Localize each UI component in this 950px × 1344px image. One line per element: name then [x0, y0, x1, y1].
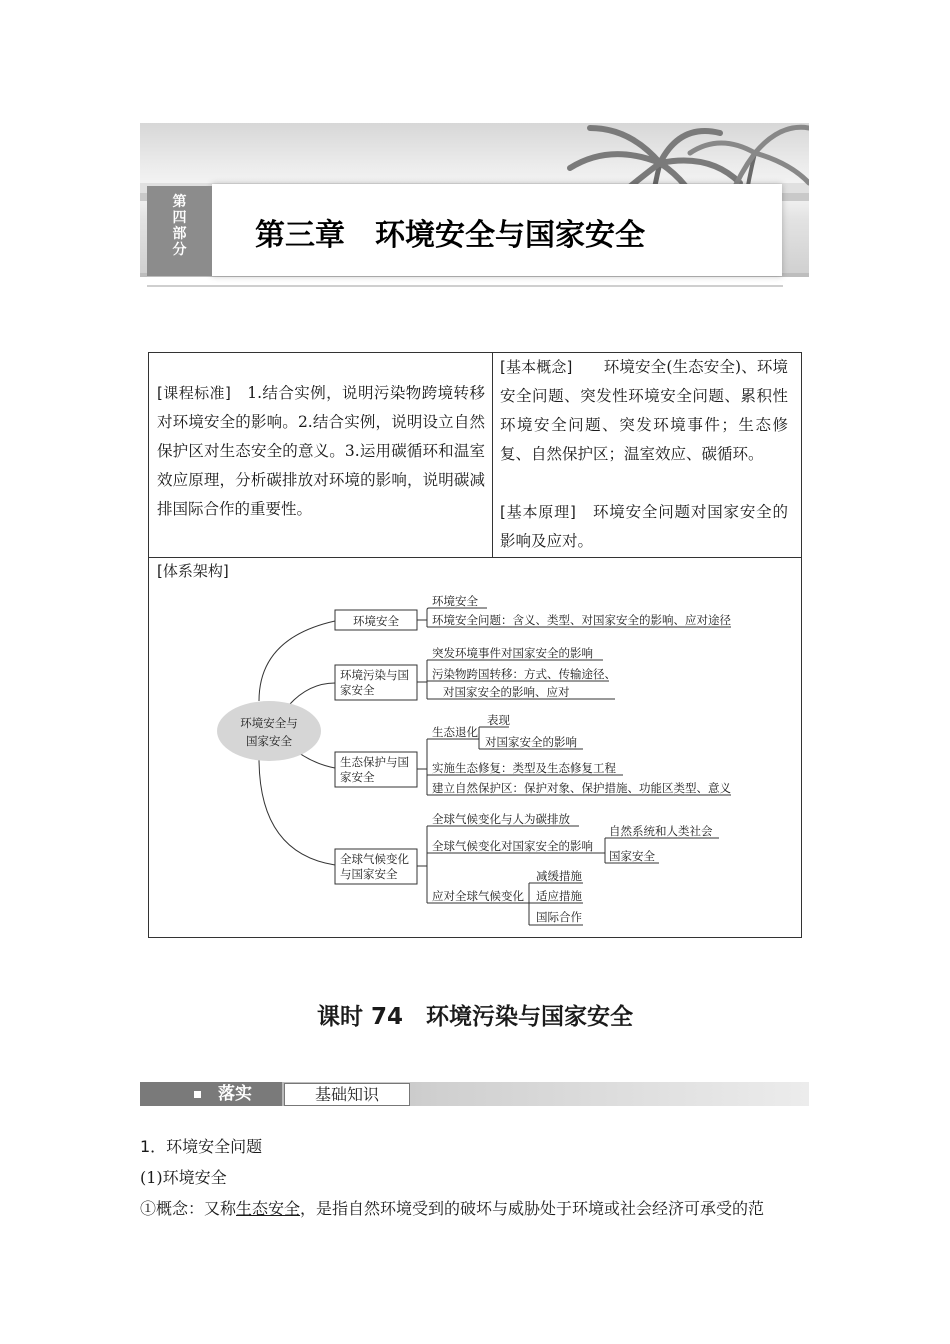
part-tag-char: 分 — [172, 242, 187, 258]
branch-4-subleaf: 国家安全 — [609, 849, 655, 863]
paragraph-1-prefix: ①概念：又称 — [140, 1199, 237, 1218]
heading-1: 1．环境安全问题 — [140, 1137, 263, 1156]
branch-1-leaf: 环境安全问题：含义、类型、对国家安全的影响、应对途径 — [432, 613, 731, 627]
section-dark-tab — [140, 1082, 282, 1106]
section-dark-label: 落实 — [218, 1084, 252, 1104]
part-tag-char: 第 — [172, 194, 187, 210]
branch-4-subleaf: 自然系统和人类社会 — [609, 824, 713, 838]
branch-4-leaf: 全球气候变化与人为碳排放 — [432, 812, 570, 826]
part-tag-char: 四 — [172, 210, 187, 226]
principle-body: 环境安全问题对国家安全的影响及应对。 — [500, 503, 788, 550]
subheading-1: (1)环境安全 — [140, 1168, 227, 1187]
branch-4-subleaf: 减缓措施 — [536, 869, 582, 883]
principle-label: [基本原理] — [500, 503, 576, 521]
paragraph-1 — [140, 1196, 764, 1219]
center-oval — [217, 701, 321, 761]
branch-4-subleaf: 国际合作 — [536, 910, 582, 924]
branch-2-title: 家安全 — [340, 683, 375, 697]
chapter-title: 第三章 环境安全与国家安全 — [255, 218, 645, 253]
branch-3-title: 家安全 — [340, 770, 375, 784]
branch-3-degrade-leaf: 表现 — [487, 713, 510, 727]
branch-3-leaf: 实施生态修复：类型及生态修复工程 — [432, 761, 616, 775]
overview-table — [148, 352, 802, 938]
standard-label: [课程标准] — [157, 384, 231, 402]
part-tag — [147, 186, 212, 276]
branch-2-leaf: 污染物跨国转移：方式、传输途径、 — [432, 667, 616, 681]
branch-4-leaf: 应对全球气候变化 — [432, 889, 524, 903]
paragraph-1-term: 生态安全 — [236, 1199, 301, 1218]
system-label: [体系架构] — [157, 562, 229, 580]
center-line-1: 环境安全与 — [240, 716, 298, 730]
branch-2-title: 环境污染与国 — [340, 668, 409, 682]
branch-4-leaf: 全球气候变化对国家安全的影响 — [432, 839, 593, 853]
center-line-2: 国家安全 — [246, 734, 292, 748]
mind-map — [149, 353, 801, 937]
branch-4-title: 与国家安全 — [340, 867, 398, 881]
part-tag-char: 部 — [172, 226, 187, 242]
concept-label: [基本概念] — [500, 358, 573, 376]
concept-body: 环境安全(生态安全)、环境安全问题、突发性环境安全问题、累积性环境安全问题、突发环境事件；生态修复、自然保护区；温室效应、碳循环。 — [500, 358, 788, 463]
branch-1-title: 环境安全 — [353, 614, 399, 628]
branch-3-degrade: 生态退化 — [432, 725, 478, 739]
lesson-title: 课时 74 环境污染与国家安全 — [316, 1004, 633, 1030]
paragraph-1-rest: ，是指自然环境受到的破坏与威胁处于环境或社会经济可承受的范 — [300, 1199, 765, 1218]
square-bullet-icon — [194, 1091, 201, 1098]
banner-underline — [147, 285, 783, 287]
branch-3-title: 生态保护与国 — [340, 755, 409, 769]
branch-4-title: 全球气候变化 — [340, 852, 409, 866]
branch-2-leaf: 对国家安全的影响、应对 — [443, 685, 570, 699]
section-light-tab: 基础知识 — [284, 1083, 410, 1106]
standard-body: 1.结合实例，说明污染物跨境转移对环境安全的影响。2.结合实例，说明设立自然保护区对生态安全的意义。3.运用碳循环和温室效应原理，分析碳排放对环境的影响，说明碳减排国际合作的重要性。 — [157, 384, 485, 518]
branch-3-degrade-leaf: 对国家安全的影响 — [485, 735, 577, 749]
branch-3-leaf: 建立自然保护区：保护对象、保护措施、功能区类型、意义 — [432, 781, 731, 795]
branch-2-leaf: 突发环境事件对国家安全的影响 — [432, 646, 593, 660]
branch-4-subleaf: 适应措施 — [536, 889, 582, 903]
branch-1-leaf: 环境安全 — [432, 594, 478, 608]
